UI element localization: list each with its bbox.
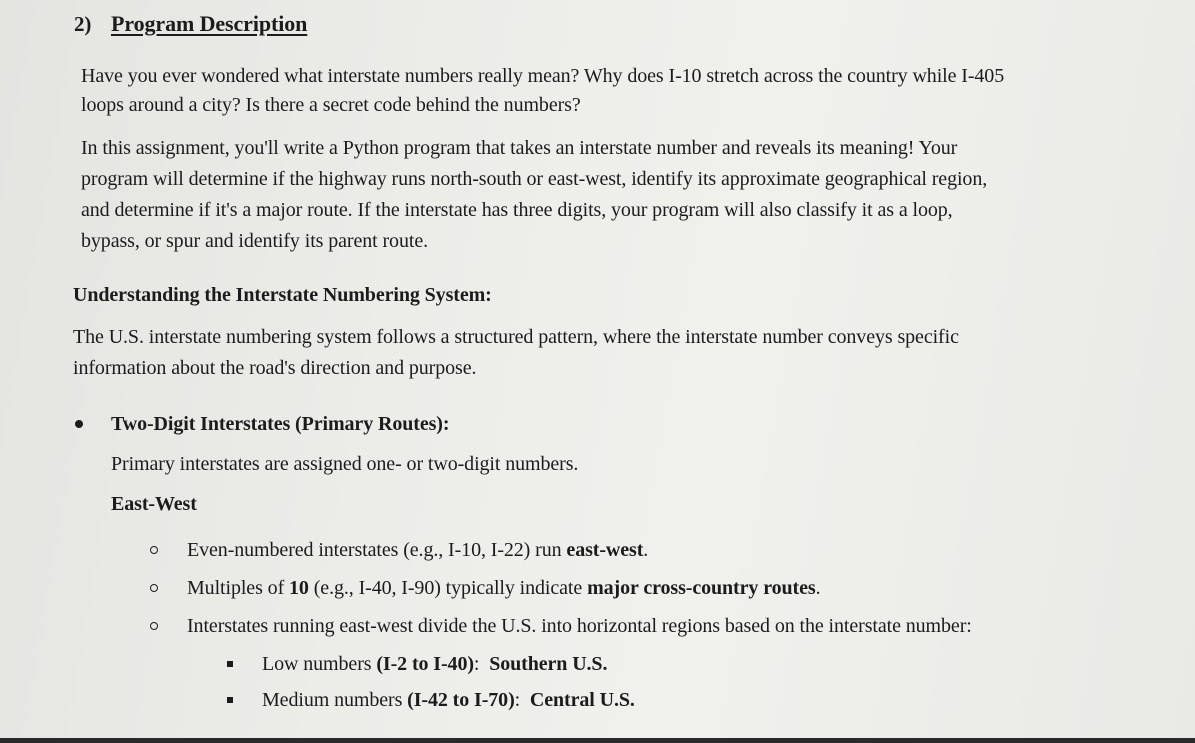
- list-item-bold: major cross-country routes: [587, 577, 816, 599]
- list-item-regions-intro: Interstates running east-west divide the U.S. into horizontal regions based on the interstate number:: [187, 615, 972, 637]
- region-range: (I-42 to I-70): [407, 689, 515, 711]
- list-item-text: (e.g., I-40, I-90) typically indicate: [308, 577, 588, 599]
- region-item-low: [262, 652, 607, 676]
- region-name: Central U.S.: [529, 689, 635, 711]
- region-range: (I-2 to I-40): [376, 653, 474, 675]
- list-item-bold: east-west: [566, 539, 644, 561]
- list-item-text: .: [643, 539, 649, 561]
- two-digit-heading: Two-Digit Interstates (Primary Routes):: [111, 413, 450, 435]
- intro-p1-line-2: loops around a city? Is there a secret code behind the numbers?: [81, 94, 581, 116]
- region-item-medium: [262, 688, 635, 712]
- east-west-subheading: East-West: [111, 493, 197, 515]
- intro-p2-line-4: bypass, or spur and identify its parent route.: [81, 230, 428, 252]
- two-digit-description: Primary interstates are assigned one- or two-digit numbers.: [111, 453, 579, 475]
- region-name: Southern U.S.: [489, 653, 608, 675]
- intro-p2-line-3: and determine if it's a major route. If the interstate has three digits, your program will also classify it as a loop,: [81, 199, 953, 221]
- numbering-p-line-2: information about the road's direction and purpose.: [73, 357, 477, 379]
- section-number: 2): [74, 12, 92, 36]
- region-text: Medium numbers: [262, 689, 408, 711]
- region-separator: :: [514, 689, 530, 711]
- list-item-text: .: [815, 577, 821, 599]
- intro-p1-line-1: Have you ever wondered what interstate numbers really mean? Why does I-10 stretch across the country while I-405: [81, 65, 1005, 87]
- numbering-p-line-1: The U.S. interstate numbering system follows a structured pattern, where the interstate number conveys specific: [73, 326, 959, 348]
- bullet-square-icon: [227, 697, 233, 703]
- bullet-ring-icon: [150, 584, 158, 592]
- list-item-text: Even-numbered interstates (e.g., I-10, I-22) run: [187, 539, 567, 561]
- list-item-bold: 10: [289, 577, 309, 599]
- intro-p2-line-1: In this assignment, you'll write a Python program that takes an interstate number and reveals its meaning! Your: [81, 137, 958, 159]
- list-item-even: [187, 538, 648, 562]
- list-item-multiples: [187, 576, 820, 600]
- bullet-ring-icon: [150, 546, 158, 554]
- bottom-edge-shadow: [0, 738, 1195, 743]
- intro-p2-line-2: program will determine if the highway runs north-south or east-west, identify its approximate geographical region,: [81, 168, 988, 190]
- section-title: Program Description: [111, 11, 308, 36]
- numbering-heading: Understanding the Interstate Numbering System:: [73, 284, 492, 306]
- bullet-square-icon: [227, 661, 233, 667]
- bullet-dot-icon: [75, 420, 83, 428]
- region-separator: :: [473, 653, 490, 675]
- list-item-text: Multiples of: [187, 577, 290, 599]
- region-text: Low numbers: [262, 653, 377, 675]
- bullet-ring-icon: [150, 622, 158, 630]
